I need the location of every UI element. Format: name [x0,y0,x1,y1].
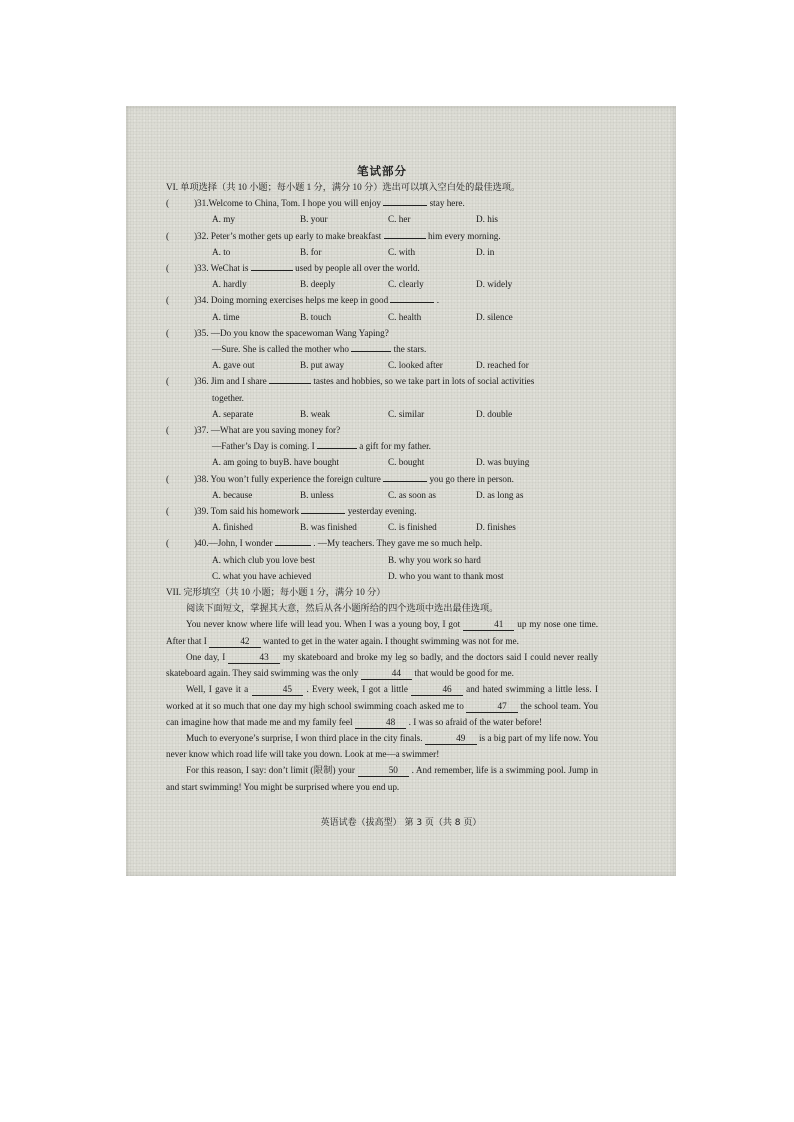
answer-bracket: ( [166,506,170,517]
option: D. widely [476,279,513,290]
option: C. what you have achieved [212,570,312,581]
cloze-paragraph: One day, I 43 my skateboard and broke my leg so badly, and the doctors said I could never really skateboard again. They said swimming was the only 44 that would be good for me. [166,651,598,679]
cloze-passage [166,616,598,794]
numbered-blank: 41 [463,618,515,631]
option: C. similar [388,408,425,419]
option: D. finishes [476,522,516,533]
option-row [166,454,598,470]
question-list [166,195,598,584]
option-row [166,357,598,373]
cloze-paragraph: Well, I gave it a 45 . Every week, I got a little 46 and hated swimming a little less. I worked at it so much that one day my high school swimming coach asked me to 47 the school team. You can imagine how that made me and my family feel 48 . I was so afraid of the water before! [166,684,599,727]
cloze-paragraph: For this reason, I say: don’t limit (限制) your 50 . And remember, life is a swimming pool. Jump in and start swimming! You might be surprised where you end up. [166,765,599,792]
question-stem: )34. Doing morning exercises helps me keep in good . [194,292,439,308]
option-row [166,244,598,260]
dialogue-line: —Sure. She is called the mother who the stars. [166,341,598,357]
option: D. his [476,214,498,225]
option-row [166,487,598,503]
question-stem: )36. Jim and I share tastes and hobbies, so we take part in lots of social activities [194,373,534,389]
answer-bracket: ( [166,376,170,387]
option: D. in [476,246,495,257]
question-row [166,503,598,519]
answer-bracket: ( [166,473,170,484]
option: B. why you work so hard [388,554,481,565]
option-row [166,519,598,535]
option: B. unless [300,489,334,500]
option: D. as long as [476,489,524,500]
answer-bracket: ( [166,538,170,549]
answer-bracket: ( [166,425,170,436]
numbered-blank: 50 [358,764,410,777]
option-row [166,552,598,568]
option: C. with [388,246,416,257]
option-row [166,406,598,422]
option: B. deeply [300,279,336,290]
question-row [166,422,598,438]
numbered-blank: 45 [252,683,304,696]
option: C. looked after [388,360,443,371]
question-row [166,195,598,211]
question-stem: )32. Peter’s mother gets up early to make breakfast him every morning. [194,228,501,244]
numbered-blank: 42 [209,635,261,648]
answer-bracket: ( [166,198,170,209]
question-row [166,535,598,551]
answer-bracket: ( [166,327,170,338]
numbered-blank: 47 [466,700,518,713]
question-row [166,228,598,244]
question-stem: )40.—John, I wonder . —My teachers. They gave me so much help. [194,535,482,551]
option: B. for [300,246,322,257]
option: C. is finished [388,522,437,533]
answer-bracket: ( [166,295,170,306]
option: A. separate [212,408,254,419]
page-title: 笔试部分 [357,164,407,178]
option: B. your [300,214,328,225]
cloze-paragraph: You never know where life will lead you. When I was a young boy, I got 41 up my nose one time. After that I 42 wanted to get in the water again. I thought swimming was not for me. [166,619,599,646]
option: A. my [212,214,235,225]
option: B. touch [300,311,332,322]
option: B. was finished [300,522,357,533]
option: C. her [388,214,411,225]
question-stem: )35. —Do you know the spacewoman Wang Yaping? [194,327,389,338]
question-stem: )31.Welcome to China, Tom. I hope you will enjoy stay here. [194,195,465,211]
numbered-blank: 46 [411,683,463,696]
option: D. who you want to thank most [388,570,504,581]
answer-blank [390,292,434,303]
dialogue-line: —Father’s Day is coming. I a gift for my father. [166,438,598,454]
option: C. clearly [388,279,424,290]
option: C. bought [388,457,425,468]
answer-bracket: ( [166,230,170,241]
answer-blank [275,535,311,546]
question-row [166,260,598,276]
cloze-instruction: 阅读下面短文，掌握其大意，然后从各小题所给的四个选项中选出最佳选项。 [186,603,499,614]
scanned-exam-page [126,106,676,876]
option: C. as soon as [388,489,436,500]
question-row [166,325,598,341]
option: D. double [476,408,513,419]
option: B. weak [300,408,331,419]
answer-blank [383,471,427,482]
question-stem: )37. —What are you saving money for? [194,425,341,436]
answer-blank [384,228,426,239]
answer-blank [351,341,391,352]
page-content [166,163,598,795]
answer-bracket: ( [166,263,170,274]
question-continuation: together. [212,392,244,403]
question-row [166,373,598,389]
option: B. put away [300,360,345,371]
cloze-paragraph: Much to everyone’s surprise, I won third place in the city finals. 49 is a big part of my life now. You never know which road life will take you down. Look at me—a swimmer! [166,732,599,760]
option: A. because [212,489,253,500]
option-row [166,211,598,227]
option: D. was buying [476,457,530,468]
question-row [166,471,598,487]
option: C. health [388,311,422,322]
question-stem: )38. You won’t fully experience the foreign culture you go there in person. [194,471,514,487]
option-row [166,309,598,325]
section-6-heading: VI. 单项选择（共 10 小题；每小题 1 分，满分 10 分）选出可以填入空白处的最佳选项。 [166,182,521,192]
option-row [166,568,598,584]
option: D. reached for [476,360,529,371]
answer-blank [317,438,357,449]
numbered-blank: 48 [355,716,407,729]
option: A. time [212,311,240,322]
option-row [166,276,598,292]
option: A. gave out [212,360,255,371]
option: A. hardly [212,279,247,290]
option: A. am going to buyB. have bought [212,457,340,468]
numbered-blank: 49 [425,732,477,745]
answer-blank [251,260,293,271]
option: A. which club you love best [212,554,316,565]
option: A. to [212,246,231,257]
question-row [166,292,598,308]
question-stem: )33. WeChat is used by people all over the world. [194,260,420,276]
answer-blank [301,503,345,514]
page-footer: 英语试卷（拔高型） 第 3 页（共 8 页） [320,818,482,828]
answer-blank [383,195,427,206]
numbered-blank: 43 [228,651,280,664]
section-7-heading: VII. 完形填空（共 10 小题；每小题 1 分，满分 10 分） [166,587,386,598]
option: A. finished [212,522,253,533]
option: D. silence [476,311,513,322]
answer-blank [269,373,311,384]
numbered-blank: 44 [361,667,413,680]
question-stem: )39. Tom said his homework yesterday evening. [194,503,417,519]
